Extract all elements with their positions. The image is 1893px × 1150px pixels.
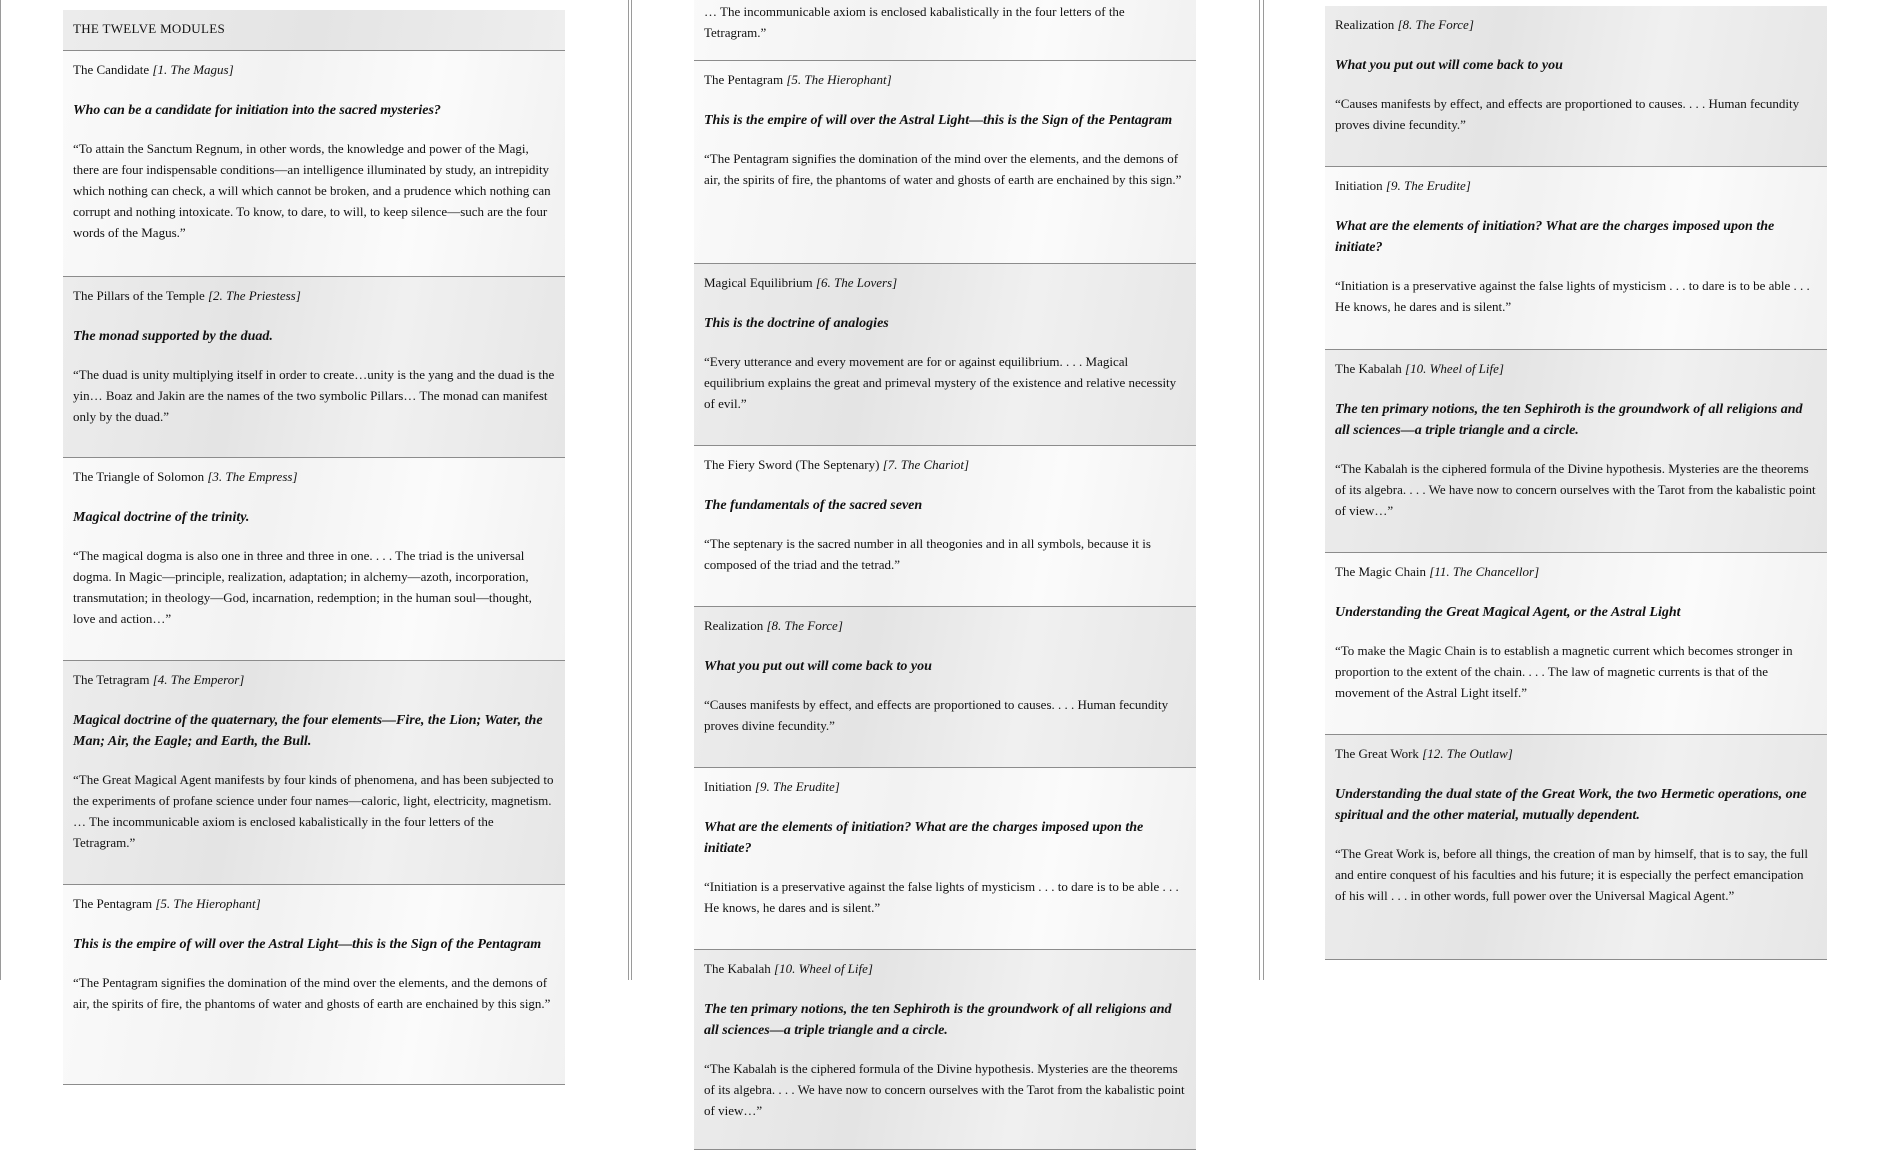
module-tetragram-continued [694, 0, 1196, 61]
module-name: Realization [704, 618, 764, 633]
module-quote: “To attain the Sanctum Regnum, in other words, the knowledge and power of the Magi, there are four indispensable conditions—an intelligence illuminated by study, an intrepidity which nothing can check, a will which cannot be broken, and a prudence which nothing can corrupt and nothing intoxicate. To know, to dare, to will, to keep silence—such are the four words of the Magus.” [73, 141, 551, 240]
module-name: Initiation [704, 779, 752, 794]
module-heading [1335, 177, 1817, 194]
module-heading [704, 778, 1186, 795]
module-tagline: This is the empire of will over the Astral Light—this is the Sign of the Pentagram [704, 113, 1173, 128]
module-pentagram [63, 885, 565, 1085]
module-quote: “The Great Work is, before all things, the creation of man by himself, that is to say, the full and entire conquest of his faculties and his future; it is especially the perfect emancipation of his will . . . in other words, full power over the Universal Magical Agent.” [1335, 846, 1808, 903]
module-card: [8. The Force] [766, 618, 843, 633]
module-heading [73, 468, 555, 485]
module-quote: “Every utterance and every movement are for or against equilibrium. . . . Magical equilibrium explains the great and primeval mystery of the existence and relative necessity of evil.” [704, 354, 1177, 411]
modules-column-3 [1325, 6, 1827, 960]
module-tagline: Who can be a candidate for initiation into the sacred mysteries? [73, 103, 441, 118]
module-heading [73, 287, 555, 304]
module-quote: “Initiation is a preservative against the false lights of mysticism . . . to dare is to be able . . . He knows, he dares and is silent.” [704, 879, 1179, 915]
module-quote: “Causes manifests by effect, and effects are proportioned to causes. . . . Human fecundity proves divine fecundity.” [704, 697, 1169, 733]
module-tagline: Understanding the Great Magical Agent, or the Astral Light [1335, 605, 1681, 620]
module-card: [10. Wheel of Life] [774, 961, 873, 976]
module-candidate [63, 51, 565, 277]
module-name: The Pentagram [704, 72, 784, 87]
module-card: [11. The Chancellor] [1429, 564, 1540, 579]
module-card: [10. Wheel of Life] [1405, 361, 1504, 376]
module-tagline: What are the elements of initiation? What are the charges imposed upon the initiate? [1335, 219, 1775, 255]
page-border [1259, 0, 1260, 980]
module-name: The Magic Chain [1335, 564, 1426, 579]
module-quote: “Causes manifests by effect, and effects are proportioned to causes. . . . Human fecundity proves divine fecundity.” [1335, 96, 1800, 132]
module-heading [73, 61, 555, 78]
module-initiation [1325, 167, 1827, 350]
module-heading [1335, 360, 1817, 377]
module-card: [5. The Hierophant] [155, 896, 261, 911]
module-tetragram [63, 661, 565, 885]
module-quote: “The Kabalah is the ciphered formula of the Divine hypothesis. Mysteries are the theorems of its algebra. . . . We have now to concern ourselves with the Tarot from the kabalistic point of view…” [704, 1061, 1185, 1118]
module-tagline: The ten primary notions, the ten Sephiroth is the groundwork of all religions and all sciences—a triple triangle and a circle. [1335, 402, 1803, 438]
module-heading [704, 71, 1186, 88]
module-name: The Kabalah [1335, 361, 1402, 376]
module-heading [73, 895, 555, 912]
modules-column-1 [63, 0, 565, 1085]
module-name: Magical Equilibrium [704, 275, 813, 290]
module-name: The Great Work [1335, 746, 1419, 761]
module-card: [5. The Hierophant] [786, 72, 892, 87]
module-card: [6. The Lovers] [815, 275, 898, 290]
module-name: The Candidate [73, 62, 150, 77]
page-border-left [0, 0, 1, 980]
module-tagline: The ten primary notions, the ten Sephiroth is the groundwork of all religions and all sciences—a triple triangle and a circle. [704, 1002, 1172, 1038]
module-quote: “Initiation is a preservative against the false lights of mysticism . . . to dare is to be able . . . He knows, he dares and is silent.” [1335, 278, 1810, 314]
module-card: [1. The Magus] [152, 62, 234, 77]
module-triangle-of-solomon [63, 458, 565, 661]
module-name: The Triangle of Solomon [73, 469, 205, 484]
module-magic-chain [1325, 553, 1827, 735]
module-tagline: This is the empire of will over the Astral Light—this is the Sign of the Pentagram [73, 937, 542, 952]
module-name: The Tetragram [73, 672, 150, 687]
module-kabalah [694, 950, 1196, 1150]
document-page-3 [1325, 0, 1828, 980]
module-card: [9. The Erudite] [754, 779, 840, 794]
module-tagline: What you put out will come back to you [704, 659, 932, 674]
module-tagline: What are the elements of initiation? What are the charges imposed upon the initiate? [704, 820, 1144, 856]
module-heading [1335, 16, 1817, 33]
module-tagline: The fundamentals of the sacred seven [704, 498, 923, 513]
module-card: [9. The Erudite] [1385, 178, 1471, 193]
page-border [1263, 0, 1264, 980]
page-border [631, 0, 632, 980]
module-card: [3. The Empress] [207, 469, 298, 484]
module-tagline: What you put out will come back to you [1335, 58, 1563, 73]
document-page-1 [63, 0, 566, 1011]
module-pillars-of-the-temple [63, 277, 565, 458]
module-kabalah [1325, 350, 1827, 553]
module-quote: “The Pentagram signifies the domination of the mind over the elements, and the demons of air, the spirits of fire, the phantoms of water and ghosts of earth are enchained by this sign.” [704, 151, 1182, 187]
module-initiation [694, 768, 1196, 950]
page-border [628, 0, 629, 980]
module-quote: “To make the Magic Chain is to establish a magnetic current which becomes stronger in proportion to the extent of the chain. . . . The law of magnetic currents is that of the movement of the Astral Light itself.” [1335, 643, 1793, 700]
module-name: The Kabalah [704, 961, 771, 976]
module-name: The Fiery Sword (The Septenary) [704, 457, 880, 472]
module-name: The Pillars of the Temple [73, 288, 205, 303]
module-card: [2. The Priestess] [207, 288, 301, 303]
module-quote: “The Pentagram signifies the domination of the mind over the elements, and the demons of air, the spirits of fire, the phantoms of water and ghosts of earth are enchained by this sign.” [73, 975, 551, 1011]
module-pentagram [694, 61, 1196, 264]
module-card: [8. The Force] [1397, 17, 1474, 32]
module-quote: “The septenary is the sacred number in all theogonies and in all symbols, because it is composed of the triad and the tetrad.” [704, 536, 1151, 572]
module-heading [704, 274, 1186, 291]
module-tagline: The monad supported by the duad. [73, 329, 273, 344]
module-realization [694, 607, 1196, 768]
module-name: Initiation [1335, 178, 1383, 193]
module-quote: “The Great Magical Agent manifests by four kinds of phenomena, and has been subjected to the experiments of profane science under four names—caloric, light, electricity, magnetism. … The incommunicable axiom is enclosed kabalistically in the four letters of the Tetragram.” [73, 772, 554, 850]
module-tagline: Magical doctrine of the trinity. [73, 510, 250, 525]
module-card: [12. The Outlaw] [1422, 746, 1513, 761]
module-quote: … The incommunicable axiom is enclosed kabalistically in the four letters of the Tetragram.” [704, 4, 1125, 40]
module-name: The Pentagram [73, 896, 153, 911]
module-heading [704, 456, 1186, 473]
module-tagline: Magical doctrine of the quaternary, the four elements—Fire, the Lion; Water, the Man; Air, the Eagle; and Earth, the Bull. [73, 713, 543, 749]
module-name: Realization [1335, 17, 1395, 32]
module-quote: “The duad is unity multiplying itself in order to create…unity is the yang and the duad is the yin… Boaz and Jakin are the names of the two symbolic Pillars… The monad can manifest only by the duad.” [73, 367, 555, 424]
module-great-work [1325, 735, 1827, 960]
module-heading [704, 617, 1186, 634]
module-fiery-sword [694, 446, 1196, 607]
module-heading [1335, 563, 1817, 580]
module-quote: “The magical dogma is also one in three and three in one. . . . The triad is the universal dogma. In Magic—principle, realization, adaptation; in alchemy—azoth, incorporation, transmutation; in theology—God, incarnation, redemption; in the human soul—thought, love and action…” [73, 548, 532, 626]
section-title: THE TWELVE MODULES [63, 10, 565, 51]
module-heading [1335, 745, 1817, 762]
module-card: [4. The Emperor] [152, 672, 245, 687]
module-card: [7. The Chariot] [882, 457, 970, 472]
module-heading [73, 671, 555, 688]
module-tagline: Understanding the dual state of the Great Work, the two Hermetic operations, one spiritual and the other material, mutually dependent. [1335, 787, 1807, 823]
document-page-2 [694, 0, 1197, 1118]
modules-column-2 [694, 0, 1196, 1150]
module-heading [704, 960, 1186, 977]
module-tagline: This is the doctrine of analogies [704, 316, 889, 331]
module-realization [1325, 6, 1827, 167]
module-magical-equilibrium [694, 264, 1196, 446]
module-quote: “The Kabalah is the ciphered formula of the Divine hypothesis. Mysteries are the theorems of its algebra. . . . We have now to concern ourselves with the Tarot from the kabalistic point of view…” [1335, 461, 1816, 518]
